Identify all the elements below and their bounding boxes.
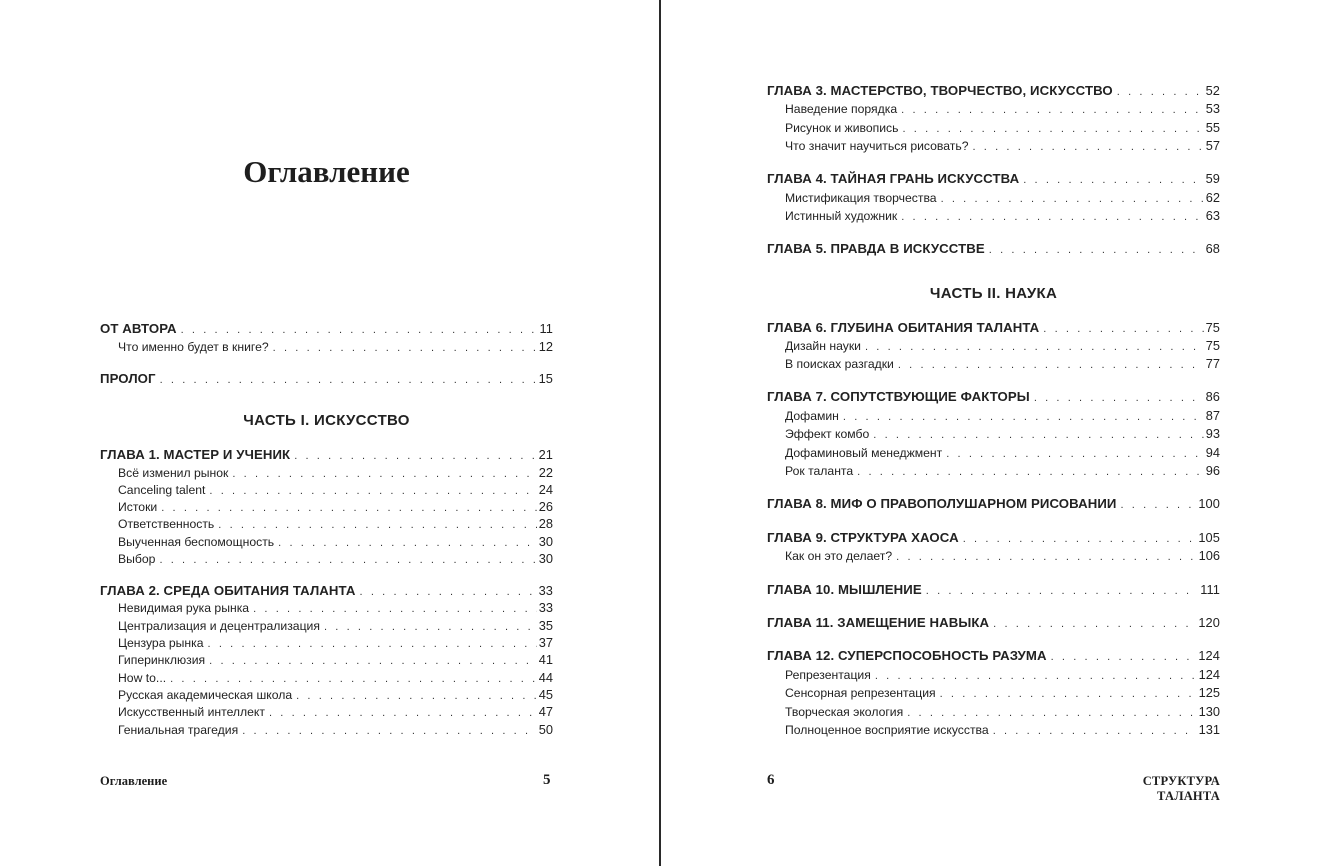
dot-leader: [1121, 496, 1197, 514]
toc-entry-label: ГЛАВА 5. ПРАВДА В ИСКУССТВЕ: [767, 241, 985, 256]
toc-entry[interactable]: [767, 189, 1220, 207]
toc-page-number: 125: [1198, 685, 1220, 700]
dot-leader: [1117, 83, 1204, 101]
toc-entry[interactable]: [767, 119, 1220, 137]
toc-entry[interactable]: [767, 100, 1220, 118]
toc-page-number: 93: [1205, 426, 1220, 441]
toc-page-number: 77: [1205, 356, 1220, 371]
toc-entry-label: Выученная беспомощность: [118, 535, 275, 549]
toc-page-number: 130: [1198, 704, 1220, 719]
toc-entry-label: Репрезентация: [785, 668, 871, 682]
toc-entry-label: Невидимая рука рынка: [118, 601, 250, 615]
toc-page-number: 15: [538, 371, 553, 386]
toc-entry-label: ОТ АВТОРА: [100, 321, 177, 336]
toc-entry[interactable]: [767, 444, 1220, 462]
dot-leader: [294, 447, 536, 465]
toc-entry-label: Canceling talent: [118, 483, 206, 497]
toc-entry-label: ГЛАВА 11. ЗАМЕЩЕНИЕ НАВЫКА: [767, 615, 990, 630]
toc-page-number: 26: [538, 499, 553, 514]
toc-entry[interactable]: [767, 684, 1220, 702]
toc-entry[interactable]: [100, 599, 553, 617]
toc-entry-prologue[interactable]: [100, 370, 553, 388]
toc-entry-label: Рисунок и живопись: [785, 121, 899, 135]
toc-page-number: 12: [538, 339, 553, 354]
toc-entry-label: Мистификация творчества: [785, 191, 937, 205]
dot-leader: [857, 463, 1204, 481]
toc-entry[interactable]: [100, 721, 553, 739]
toc-chapter[interactable]: [767, 614, 1220, 632]
running-footer-title: Оглавление: [100, 774, 168, 788]
toc-entry-label: Гениальная трагедия: [118, 723, 239, 737]
toc-page-number: 33: [538, 600, 553, 615]
toc-entry[interactable]: [100, 550, 553, 568]
toc-page-number: 111: [1200, 582, 1220, 597]
dot-leader: [993, 722, 1197, 740]
toc-entry[interactable]: [767, 703, 1220, 721]
toc-chapter[interactable]: [767, 388, 1220, 406]
dot-leader: [253, 600, 537, 618]
toc-chapter[interactable]: [767, 581, 1220, 599]
toc-page-number: 28: [538, 516, 553, 531]
toc-entry[interactable]: [767, 547, 1220, 565]
dot-leader: [993, 615, 1196, 633]
toc-page-number: 105: [1198, 530, 1220, 545]
dot-leader: [898, 356, 1204, 374]
toc-page-number: 41: [538, 652, 553, 667]
toc-entry[interactable]: [767, 425, 1220, 443]
toc-entry[interactable]: [767, 207, 1220, 225]
toc-entry[interactable]: [767, 666, 1220, 684]
toc-page-number: 63: [1205, 208, 1220, 223]
dot-leader: [926, 582, 1198, 600]
toc-chapter[interactable]: [100, 446, 553, 464]
toc-page-number: 124: [1198, 648, 1220, 663]
dot-leader: [972, 138, 1203, 156]
part-title: ЧАСТЬ II. НАУКА: [929, 285, 1058, 302]
toc-entry[interactable]: [100, 686, 553, 704]
toc-entry[interactable]: [100, 498, 553, 516]
toc-entry-label: ГЛАВА 9. СТРУКТУРА ХАОСА: [767, 530, 959, 545]
toc-page-number: 52: [1205, 83, 1220, 98]
toc-page-number: 106: [1198, 548, 1220, 563]
toc-entry-label: Рок таланта: [785, 464, 854, 478]
toc-entry[interactable]: [100, 703, 553, 721]
dot-leader: [160, 371, 537, 389]
toc-entry-label: Дофамин: [785, 409, 839, 423]
dot-leader: [1034, 389, 1204, 407]
toc-entry-label: Дизайн науки: [785, 339, 861, 353]
toc-entry-label: Истинный художник: [785, 209, 898, 223]
toc-entry-label: Эффект комбо: [785, 427, 870, 441]
toc-page-number: 44: [538, 670, 553, 685]
toc-entry[interactable]: [767, 337, 1220, 355]
toc-entry[interactable]: [767, 355, 1220, 373]
toc-entry-label: Истоки: [118, 500, 158, 514]
dot-leader: [242, 722, 537, 740]
dot-leader: [902, 120, 1203, 138]
dot-leader: [181, 321, 538, 339]
dot-leader: [901, 208, 1204, 226]
toc-page-number: 53: [1205, 101, 1220, 116]
dot-leader: [1043, 320, 1203, 338]
toc-page-number: 94: [1205, 445, 1220, 460]
toc-chapter[interactable]: [767, 82, 1220, 100]
toc-entry[interactable]: [767, 721, 1220, 739]
toc-entry-label: ГЛАВА 6. ГЛУБИНА ОБИТАНИЯ ТАЛАНТА: [767, 320, 1040, 335]
toc-entry-label: Ответственность: [118, 517, 215, 531]
toc-page-number: 131: [1198, 722, 1220, 737]
toc-entry-from-author[interactable]: [100, 320, 553, 338]
toc-page-number: 96: [1205, 463, 1220, 478]
toc-entry-label: ГЛАВА 8. МИФ О ПРАВОПОЛУШАРНОМ РИСОВАНИИ: [767, 496, 1117, 511]
toc-entry-label: Искусственный интеллект: [118, 705, 265, 719]
toc-entry-label: Сенсорная репрезентация: [785, 686, 936, 700]
toc-entry-label: В поисках разгадки: [785, 357, 894, 371]
toc-entry-label: ГЛАВА 10. МЫШЛЕНИЕ: [767, 582, 922, 597]
toc-chapter[interactable]: [767, 495, 1220, 513]
dot-leader: [218, 516, 536, 534]
toc-part-heading: [100, 410, 553, 432]
right-page: [662, 0, 1321, 866]
dot-leader: [209, 652, 537, 670]
dot-leader: [946, 445, 1204, 463]
toc-entry-label: ГЛАВА 7. СОПУТСТВУЮЩИЕ ФАКТОРЫ: [767, 389, 1030, 404]
toc-page-number: 35: [538, 618, 553, 633]
toc-chapter[interactable]: [767, 240, 1220, 258]
toc-page-number: 24: [538, 482, 553, 497]
toc-entry[interactable]: [100, 481, 553, 499]
toc-chapter[interactable]: [767, 647, 1220, 665]
toc-page-number: 45: [538, 687, 553, 702]
toc-page-number: 62: [1205, 190, 1220, 205]
toc-entry-label: ГЛАВА 4. ТАЙНАЯ ГРАНЬ ИСКУССТВА: [767, 171, 1020, 186]
toc-page-number: 57: [1205, 138, 1220, 153]
page-number: 5: [543, 772, 551, 788]
dot-leader: [865, 338, 1204, 356]
toc-entry-label: Что значит научиться рисовать?: [785, 139, 969, 153]
toc-entry-label: Что именно будет в книге?: [118, 340, 269, 354]
dot-leader: [901, 101, 1204, 119]
toc-page-number: 33: [538, 583, 553, 598]
toc-page-number: 55: [1205, 120, 1220, 135]
dot-leader: [273, 339, 537, 357]
dot-leader: [963, 530, 1197, 548]
toc-page-number: 87: [1205, 408, 1220, 423]
toc-entry-label: Наведение порядка: [785, 102, 898, 116]
dot-leader: [896, 548, 1196, 566]
toc-entry-label: Как он это делает?: [785, 549, 893, 563]
toc-chapter[interactable]: [767, 319, 1220, 337]
toc-page-number: 21: [538, 447, 553, 462]
toc-entry[interactable]: [100, 669, 553, 687]
toc-page-number: 11: [539, 321, 553, 336]
toc-entry[interactable]: [100, 515, 553, 533]
book-spine-divider: [659, 0, 661, 866]
toc-entry[interactable]: [100, 651, 553, 669]
dot-leader: [1023, 171, 1203, 189]
toc-chapter[interactable]: [767, 529, 1220, 547]
toc-entry[interactable]: [767, 462, 1220, 480]
toc-entry-label: Полноценное восприятие искусства: [785, 723, 989, 737]
dot-leader: [989, 241, 1204, 259]
dot-leader: [941, 190, 1204, 208]
toc-page-number: 75: [1205, 338, 1220, 353]
toc-entry-label: ГЛАВА 1. МАСТЕР И УЧЕНИК: [100, 447, 291, 462]
toc-entry-label: Централизация и децентрализация: [118, 619, 320, 633]
left-page: [0, 0, 660, 866]
toc-entry-label: Цензура рынка: [118, 636, 204, 650]
dot-leader: [1051, 648, 1197, 666]
toc-entry-label: ПРОЛОГ: [100, 371, 156, 386]
toc-entry-label: ГЛАВА 3. МАСТЕРСТВО, ТВОРЧЕСТВО, ИСКУССТВО: [767, 83, 1113, 98]
toc-entry[interactable]: [100, 617, 553, 635]
toc-entry-label: How to...: [118, 671, 167, 685]
toc-page-number: 50: [538, 722, 553, 737]
running-footer-title: СТРУКТУРА ТАЛАНТА: [1142, 774, 1220, 803]
toc-entry-label: ГЛАВА 2. СРЕДА ОБИТАНИЯ ТАЛАНТА: [100, 583, 356, 598]
part-title: ЧАСТЬ I. ИСКУССТВО: [243, 412, 410, 429]
toc-page-number: 37: [538, 635, 553, 650]
toc-page-number: 86: [1205, 389, 1220, 404]
toc-page-number: 30: [538, 551, 553, 566]
toc-page-number: 59: [1205, 171, 1220, 186]
toc-entry-label: Гиперинклюзия: [118, 653, 206, 667]
toc-page-number: 47: [538, 704, 553, 719]
toc-entry-label: Дофаминовый менеджмент: [785, 446, 943, 460]
dot-leader: [159, 551, 536, 569]
toc-entry-label: ГЛАВА 12. СУПЕРСПОСОБНОСТЬ РАЗУМА: [767, 648, 1047, 663]
toc-page-number: 120: [1198, 615, 1220, 630]
toc-chapter[interactable]: [767, 170, 1220, 188]
toc-entry[interactable]: [100, 634, 553, 652]
dot-leader: [907, 704, 1196, 722]
toc-page-number: 124: [1198, 667, 1220, 682]
toc-entry-label: Творческая экология: [785, 705, 904, 719]
dot-leader: [873, 426, 1203, 444]
toc-entry-label: Всё изменил рынок: [118, 466, 229, 480]
toc-entry[interactable]: [100, 338, 553, 356]
dot-leader: [940, 685, 1197, 703]
page-title: Оглавление: [243, 154, 410, 189]
toc-entry-label: Русская академическая школа: [118, 688, 293, 702]
dot-leader: [875, 667, 1197, 685]
toc-page-number: 22: [538, 465, 553, 480]
toc-part-heading: [767, 283, 1220, 305]
toc-page-number: 75: [1205, 320, 1220, 335]
toc-entry[interactable]: [100, 533, 553, 551]
toc-entry-label: Выбор: [118, 552, 156, 566]
toc-entry[interactable]: [100, 464, 553, 482]
toc-chapter[interactable]: [100, 582, 553, 600]
dot-leader: [843, 408, 1204, 426]
toc-page-number: 100: [1198, 496, 1220, 511]
toc-page-number: 68: [1205, 241, 1220, 256]
dot-leader: [269, 704, 537, 722]
page-number: 6: [767, 772, 775, 788]
toc-entry[interactable]: [767, 137, 1220, 155]
toc-entry[interactable]: [767, 407, 1220, 425]
toc-page-number: 30: [538, 534, 553, 549]
